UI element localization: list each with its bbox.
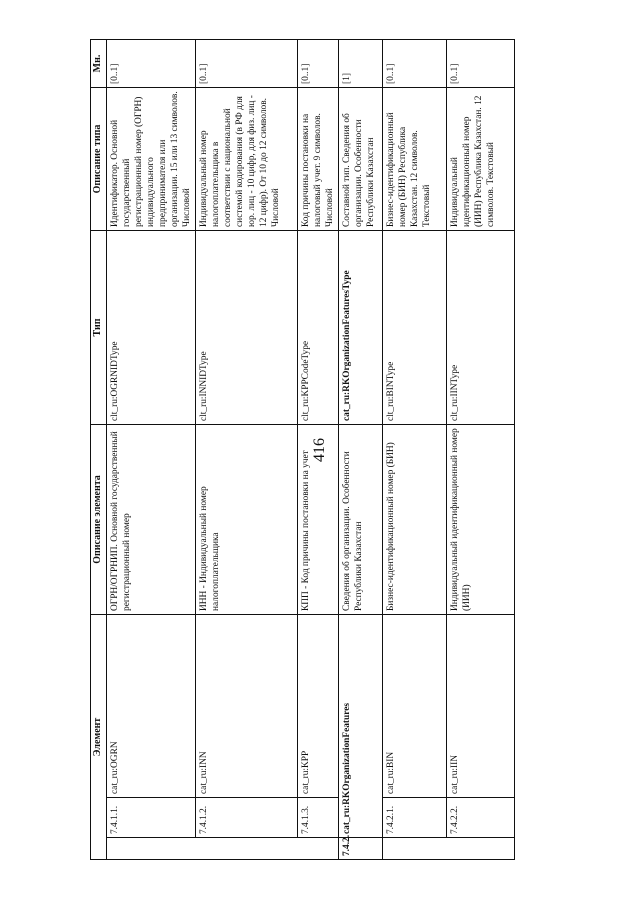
row-number: 7.4.1.2. bbox=[196, 798, 298, 838]
indent-cell bbox=[196, 838, 298, 860]
header-type: Тип bbox=[91, 230, 107, 424]
table-row bbox=[339, 39, 383, 859]
row-type-description: Идентификатор. Основной государственный регистрационный номер (ОГРН) индивидуального предпринимателя или организации. 15 или 13 символов. Числовой bbox=[106, 87, 195, 230]
row-type-description: Индивидуальный номер налогоплательщика в соответствии с национальной системой кодирования (в РФ для юр. лиц - 10 цифр, для физ. лиц - 12 цифр). От 10 до 12 символов. Числовой bbox=[196, 87, 298, 230]
row-multiplicity: [0..1] bbox=[106, 39, 195, 87]
row-type: clt_ru:BINType bbox=[383, 230, 447, 424]
row-description: ИНН - Индивидуальный номер налогоплательщика bbox=[196, 424, 298, 614]
row-element: cat_ru:OGRN bbox=[106, 614, 195, 797]
row-multiplicity: [0..1] bbox=[447, 39, 515, 87]
row-type-description: Код причины постановки на налоговый учет. 9 символов. Числовой bbox=[298, 87, 339, 230]
indent-cell bbox=[383, 838, 447, 860]
row-multiplicity: [0..1] bbox=[298, 39, 339, 87]
indent-cell bbox=[447, 838, 515, 860]
row-number: 7.4.2.2. bbox=[447, 798, 515, 838]
row-number: 7.4.2.1. bbox=[383, 798, 447, 838]
row-type: cat_ru:RKOrganizationFeaturesType bbox=[339, 230, 383, 424]
row-type-description: Составной тип. Сведения об организации. Особенности Республики Казахстан bbox=[339, 87, 383, 230]
header-multiplicity: Мн. bbox=[91, 39, 107, 87]
row-element: cat_ru:INN bbox=[196, 614, 298, 797]
row-type: clt_ru:INNIDType bbox=[196, 230, 298, 424]
row-multiplicity: [0..1] bbox=[383, 39, 447, 87]
header-description: Описание элемента bbox=[91, 424, 107, 614]
table-row bbox=[196, 39, 298, 859]
row-element: cat_ru:BIN bbox=[383, 614, 447, 797]
page-number: 416 bbox=[311, 438, 328, 462]
row-description: КПП - Код причины постановки на учет bbox=[298, 424, 339, 614]
row-multiplicity: [0..1] bbox=[196, 39, 298, 87]
row-number: 7.4.2. bbox=[339, 838, 383, 860]
row-type: clt_ru:IINType bbox=[447, 230, 515, 424]
table-row bbox=[298, 39, 339, 859]
row-description: ОГРН/ОГРНИП. Основной государственный регистрационный номер bbox=[106, 424, 195, 614]
row-type-description: Бизнес-идентификационный номер (БИН) Республика Казахстан. 12 символов. Текстовый bbox=[383, 87, 447, 230]
row-element: cat_ru:KPP bbox=[298, 614, 339, 797]
table-header-row bbox=[91, 39, 107, 859]
table-row bbox=[447, 39, 515, 859]
row-description: Индивидуальный идентификационный номер (ИИН) bbox=[447, 424, 515, 614]
indent-cell bbox=[298, 838, 339, 860]
header-element: Элемент bbox=[91, 614, 107, 859]
row-description: Бизнес-идентификационный номер (БИН) bbox=[383, 424, 447, 614]
row-element: cat_ru:RKOrganizationFeatures bbox=[339, 614, 383, 837]
indent-cell bbox=[106, 838, 195, 860]
header-type-description: Описание типа bbox=[91, 87, 107, 230]
table-row bbox=[383, 39, 447, 859]
row-element: cat_ru:IIN bbox=[447, 614, 515, 797]
rotated-table-sheet bbox=[90, 40, 550, 860]
row-multiplicity: [1] bbox=[339, 39, 383, 87]
row-type: clt_ru:KPPCodeType bbox=[298, 230, 339, 424]
row-type: clt_ru:OGRNIDType bbox=[106, 230, 195, 424]
table-row bbox=[106, 39, 195, 859]
row-number: 7.4.1.1. bbox=[106, 798, 195, 838]
row-number: 7.4.1.3. bbox=[298, 798, 339, 838]
row-type-description: Индивидуальный идентификационный номер (ИИН) Республика Казахстан. 12 символов. Текстовый bbox=[447, 87, 515, 230]
schema-table bbox=[90, 39, 515, 860]
row-description: Сведения об организации. Особенности Республики Казахстан bbox=[339, 424, 383, 614]
